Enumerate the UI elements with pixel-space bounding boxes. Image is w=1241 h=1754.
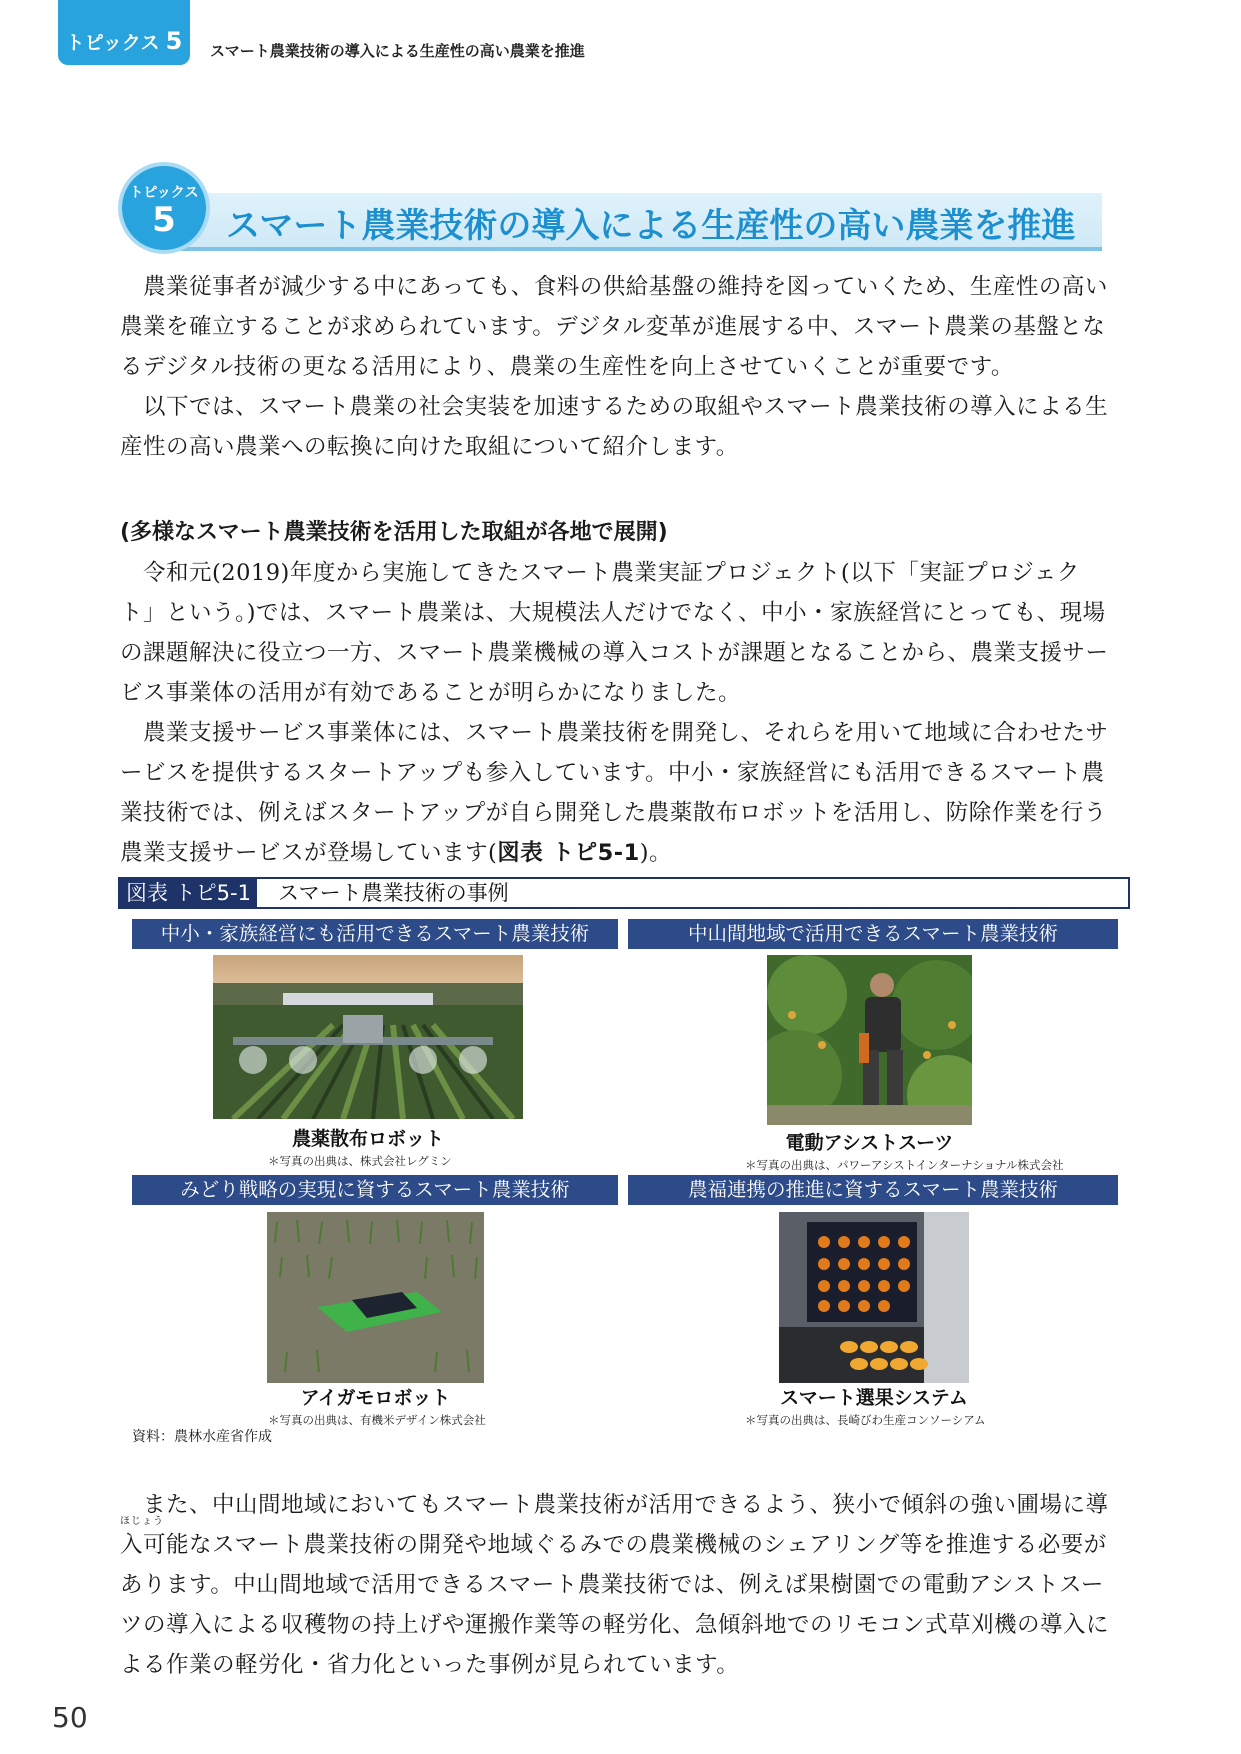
figure-title-box bbox=[118, 877, 1130, 909]
aigamo-robot-label: アイガモロボット bbox=[300, 1387, 451, 1409]
header-tab-label: トピックス bbox=[65, 32, 160, 54]
intro-text bbox=[120, 267, 1110, 467]
category-bar-hilly-areas: 中山間地域で活用できるスマート農業技術 bbox=[628, 919, 1118, 949]
figure-reference: 図表 トピ5-1 bbox=[497, 840, 640, 866]
figure-source: 資料：農林水産省作成 bbox=[132, 1429, 272, 1445]
assist-suit-photo bbox=[767, 955, 972, 1125]
topic-badge-label: トピックス bbox=[129, 185, 199, 201]
figure-label: 図表 トピ5-1 bbox=[120, 879, 257, 907]
smart-sorting-photo bbox=[779, 1212, 969, 1383]
smart-sorting-credit: ＊写真の出典は、長崎びわ生産コンソーシアム bbox=[745, 1413, 986, 1427]
topic-heading: スマート農業技術の導入による生産性の高い農業を推進 bbox=[226, 206, 1076, 246]
figure-caption: スマート農業技術の事例 bbox=[278, 881, 509, 905]
intro-paragraph-1: 農業従事者が減少する中にあっても、食料の供給基盤の維持を図っていくため、生産性の高い農業を確立することが求められています。デジタル変革が進展する中、スマート農業の基盤となるデジタル技術の更なる活用により、農業の生産性を向上させていくことが重要です。 bbox=[120, 274, 1108, 380]
section-paragraph-2 bbox=[120, 713, 1110, 873]
category-bar-midori-strategy: みどり戦略の実現に資するスマート農業技術 bbox=[132, 1175, 618, 1205]
pesticide-robot-label: 農薬散布ロボット bbox=[291, 1128, 444, 1150]
category-bar-small-family-farms: 中小・家族経営にも活用できるスマート農業技術 bbox=[132, 919, 618, 949]
closing-text bbox=[120, 1485, 1110, 1685]
intro-paragraph-2: 以下では、スマート農業の社会実装を加速するための取組やスマート農業技術の導入による生産性の高い農業への転換に向けた取組について紹介します。 bbox=[120, 394, 1109, 460]
assist-suit-label: 電動アシストスーツ bbox=[785, 1132, 954, 1154]
category-bar-agri-welfare: 農福連携の推進に資するスマート農業技術 bbox=[628, 1175, 1118, 1205]
pesticide-robot-photo bbox=[213, 955, 523, 1119]
page-number: 50 bbox=[52, 1701, 88, 1734]
pesticide-robot-credit: ＊写真の出典は、株式会社レグミン bbox=[268, 1154, 452, 1168]
header-tab-number: 5 bbox=[165, 27, 183, 55]
aigamo-robot-credit: ＊写真の出典は、有機米デザイン株式会社 bbox=[268, 1413, 486, 1427]
aigamo-robot-photo bbox=[267, 1212, 484, 1383]
section-paragraph-2-text: 農業支援サービス事業体には、スマート農業技術を開発し、それらを用いて地域に合わせたサービスを提供するスタートアップも参入しています。中小・家族経営にも活用できるスマート農業技術では、例えばスタートアップが自ら開発した農薬散布ロボットを活用し、防除作業を行う農業支援サービスが登場しています( bbox=[120, 720, 1109, 866]
header-title: スマート農業技術の導入による生産性の高い農業を推進 bbox=[210, 42, 585, 60]
closing-paragraph: また、中山間地域においてもスマート農業技術が活用できるよう、狭小で傾斜の強い圃場に導入可能なスマート農業技術の開発や地域ぐるみでの農業機械のシェアリング等を推進する必要があります。中山間地域で活用できるスマート農業技術では、例えば果樹園での電動アシストスーツの導入による収穫物の持上げや運搬作業等の軽労化、急傾斜地でのリモコン式草刈機の導入による作業の軽労化・省力化といった事例が見られています。 bbox=[120, 1492, 1110, 1678]
header-tab bbox=[58, 0, 190, 65]
section-paragraph-1: 令和元(2019)年度から実施してきたスマート農業実証プロジェクト(以下「実証プロジェクト」という。)では、スマート農業は、大規模法人だけでなく、中小・家族経営にとっても、現場の課題解決に役立つ一方、スマート農業機械の導入コストが課題となることから、農業支援サービス事業体の活用が有効であることが明らかになりました。 bbox=[120, 560, 1109, 706]
topic-badge bbox=[118, 162, 210, 254]
topic-badge-number: 5 bbox=[152, 200, 176, 240]
section-paragraph-2-tail: )。 bbox=[639, 840, 673, 866]
smart-sorting-label: スマート選果システム bbox=[780, 1387, 968, 1409]
section-text bbox=[120, 553, 1110, 873]
furigana-hojo: ほじょう bbox=[120, 1516, 164, 1527]
section-heading: (多様なスマート農業技術を活用した取組が各地で展開) bbox=[120, 520, 668, 545]
assist-suit-credit: ＊写真の出典は、パワーアシストインターナショナル株式会社 bbox=[745, 1158, 1064, 1172]
